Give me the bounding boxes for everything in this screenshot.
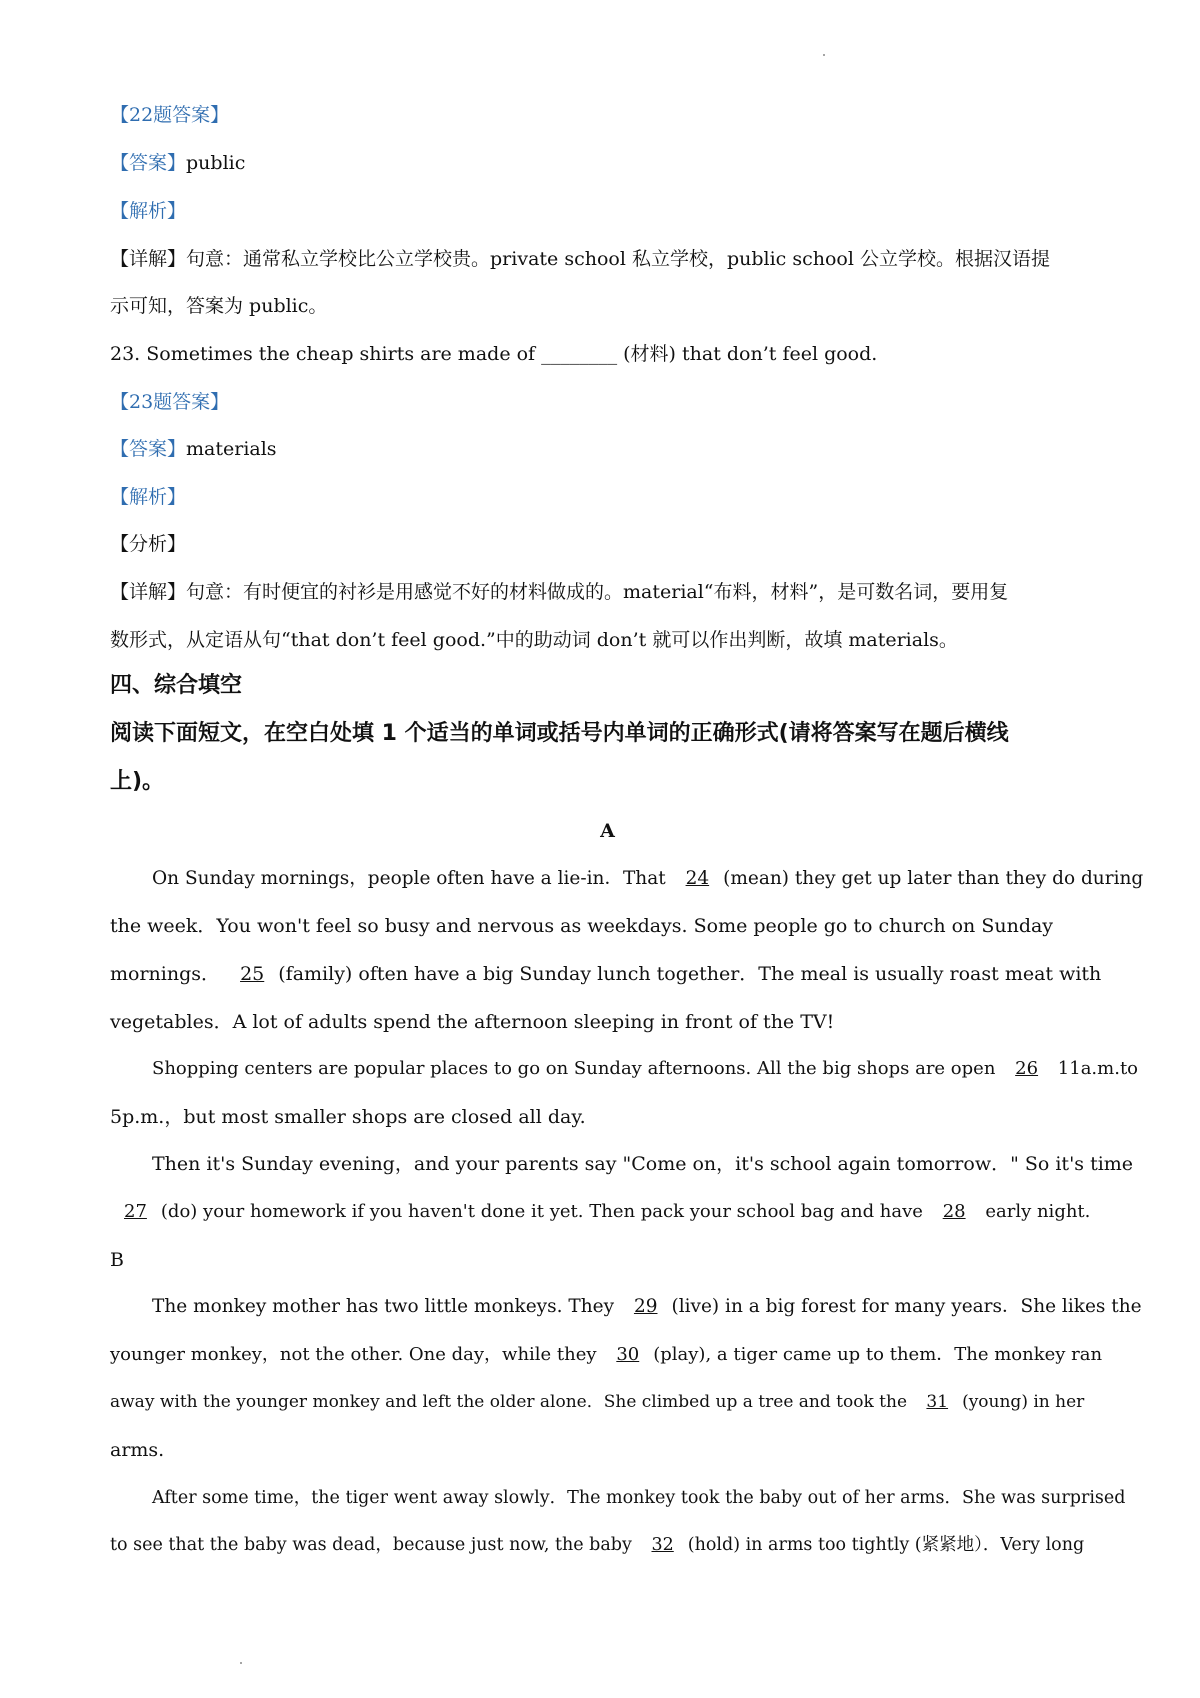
passage-b-p2-line1: After some time，the tiger went away slowly．The monkey took the baby out of her arms．She was surprised [152, 1488, 1126, 1508]
blank-32: 32 [651, 1535, 674, 1555]
blank-26: 26 [1015, 1058, 1039, 1079]
passage-a-p1-line2: the week．You won't feel so busy and nervous as weekdays. Some people go to church on Sunday [110, 915, 1054, 937]
text-run: to see that the baby was dead，because just now, the baby [110, 1535, 632, 1555]
passage-a-p1-line4: vegetables．A lot of adults spend the afternoon sleeping in front of the TV! [110, 1011, 835, 1033]
answer-text: public [186, 152, 246, 174]
text-run: On Sunday mornings，people often have a lie-in．That [152, 868, 666, 889]
passage-b-p1-line3 [110, 1388, 1105, 1416]
q23-analysis-label: 【解析】 [110, 486, 187, 508]
passage-a-p1-line3 [110, 960, 1105, 988]
detail-text: 句意：有时便宜的衬衫是用感觉不好的材料做成的。material“布料，材料”，是可数名词，要用复 [186, 581, 1009, 603]
text-run: Shopping centers are popular places to go on Sunday afternoons. All the big shops are open [152, 1058, 996, 1079]
blank-31: 31 [926, 1392, 949, 1412]
q22-header: 【22题答案】 [110, 104, 230, 126]
passage-a-p1-line1 [110, 865, 1147, 893]
q23-fenxi-label: 【分析】 [110, 533, 187, 555]
text-run: (play), a tiger came up to them．The monkey ran [653, 1344, 1103, 1365]
scan-speck [240, 1662, 242, 1664]
q22-answer [110, 149, 1105, 177]
text-run: (young) in her [962, 1392, 1085, 1412]
q23-header: 【23题答案】 [110, 391, 230, 413]
text-run: (mean) they get up later than they do during [723, 868, 1144, 889]
passage-a-p2-line2: 5p.m.，but most smaller shops are closed all day. [110, 1106, 586, 1128]
passage-a-p2-line1 [110, 1055, 1147, 1083]
blank-24: 24 [685, 868, 710, 889]
passage-b-label: B [110, 1249, 124, 1271]
q22-detail-line2: 示可知，答案为 public。 [110, 295, 328, 317]
text-run: younger monkey，not the other. One day，while they [110, 1344, 597, 1365]
text-run: (live) in a big forest for many years．She likes the [671, 1296, 1142, 1317]
passage-a-p3-line1: Then it's Sunday evening，and your parents say "Come on，it's school again tomorrow．" So it's time [152, 1153, 1134, 1175]
q22-analysis-label: 【解析】 [110, 200, 187, 222]
passage-b-p1-line2 [110, 1341, 1105, 1369]
text-run: 11a.m.to [1057, 1058, 1139, 1079]
passage-a-label: A [600, 820, 615, 842]
answer-label: 【答案】 [110, 438, 187, 460]
answer-text: materials [186, 438, 277, 460]
blank-25: 25 [240, 963, 265, 985]
passage-b-p1-line1 [110, 1293, 1147, 1321]
scan-speck [823, 54, 825, 56]
blank-29: 29 [633, 1296, 658, 1317]
text-run: early night. [985, 1201, 1091, 1222]
text-run: The monkey mother has two little monkeys. They [152, 1296, 615, 1317]
detail-text: 句意：通常私立学校比公立学校贵。private school 私立学校，public school 公立学校。根据汉语提 [186, 248, 1050, 270]
passage-a-p3-line2 [110, 1198, 1105, 1226]
detail-label: 【详解】 [110, 581, 187, 603]
passage-b-p1-line4: arms. [110, 1439, 165, 1461]
q23-detail-line1 [110, 578, 1105, 606]
answer-label: 【答案】 [110, 152, 187, 174]
text-run: (do) your homework if you haven't done it yet. Then pack your school bag and have [160, 1201, 923, 1222]
section-instruction-line2: 上)。 [110, 769, 165, 794]
q23-question: 23. Sometimes the cheap shirts are made of ________ (材料) that don’t feel good. [110, 343, 878, 365]
text-run: mornings． [110, 963, 221, 985]
blank-27: 27 [124, 1201, 147, 1222]
section-title: 四、综合填空 [110, 673, 243, 698]
blank-30: 30 [616, 1344, 640, 1365]
blank-28: 28 [942, 1201, 966, 1222]
text-run: (family) often have a big Sunday lunch together．The meal is usually roast meat with [278, 963, 1102, 985]
text-run: away with the younger monkey and left the older alone．She climbed up a tree and took the [110, 1392, 908, 1412]
q23-answer [110, 435, 1105, 463]
text-run: (hold) in arms too tightly (紧紧地）．Very long [687, 1535, 1085, 1555]
q22-detail-line1 [110, 245, 1105, 273]
passage-b-p2-line2 [110, 1531, 1105, 1559]
detail-label: 【详解】 [110, 248, 187, 270]
section-instruction-line1: 阅读下面短文，在空白处填 1 个适当的单词或括号内单词的正确形式(请将答案写在题后横线 [110, 721, 1009, 746]
q23-detail-line2: 数形式，从定语从句“that don’t feel good.”中的助动词 don’t 就可以作出判断，故填 materials。 [110, 629, 958, 651]
